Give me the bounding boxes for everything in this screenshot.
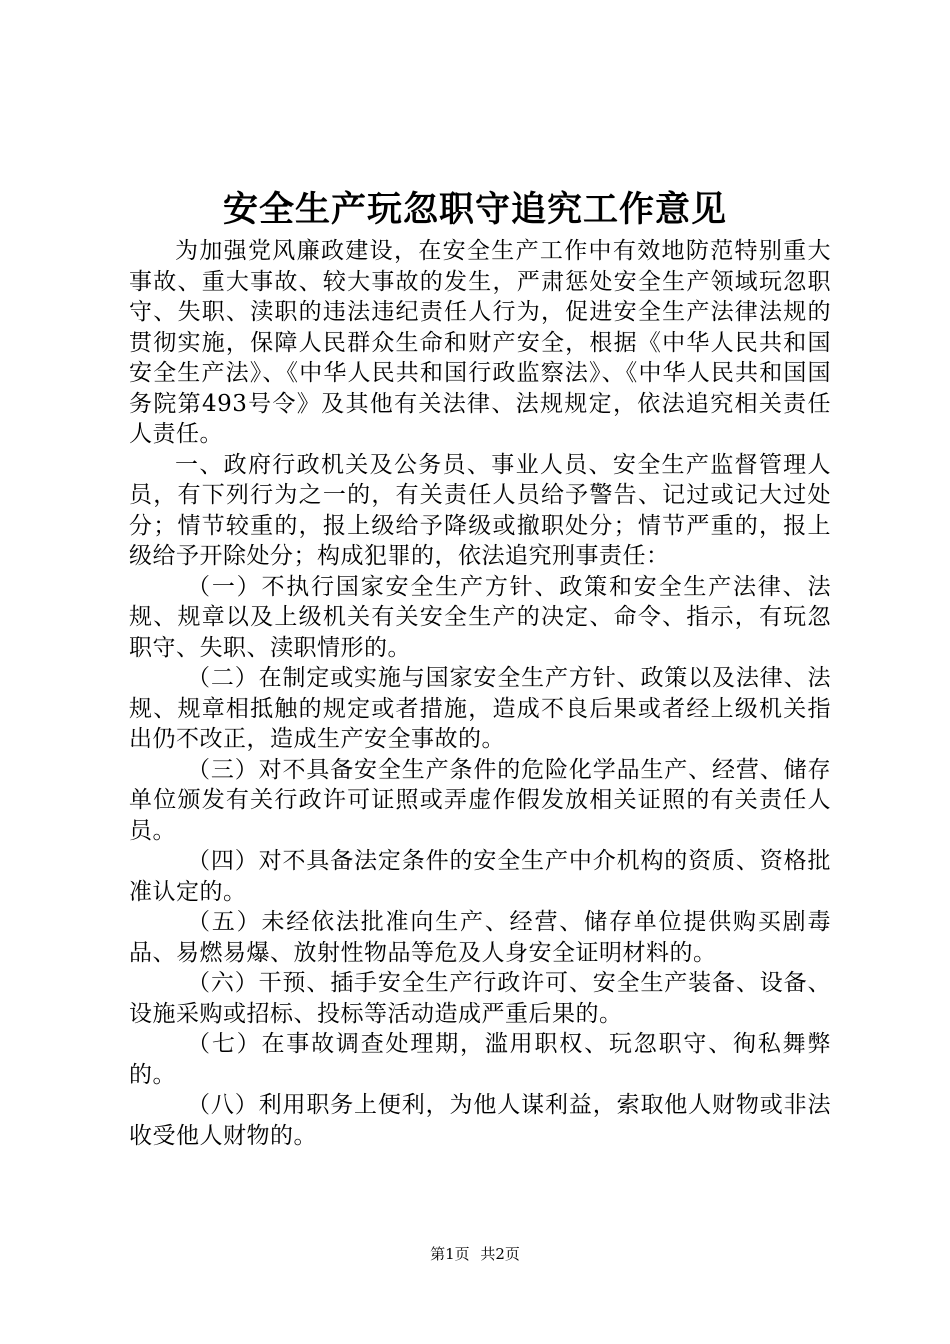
paragraph-item-8: （八）利用职务上便利，为他人谋利益，索取他人财物或非法收受他人财物的。 (129, 1092, 831, 1149)
paragraph-item-2: （二）在制定或实施与国家安全生产方针、政策以及法律、法规、规章相抵触的规定或者措施，造成不良后果或者经上级机关指出仍不改正，造成生产安全事故的。 (129, 665, 831, 752)
paragraph-item-6: （六）干预、插手安全生产行政许可、安全生产装备、设备、设施采购或招标、投标等活动造成严重后果的。 (129, 970, 831, 1027)
paragraph-section-1: 一、政府行政机关及公务员、事业人员、安全生产监督管理人员，有下列行为之一的，有关责任人员给予警告、记过或记大过处分；情节较重的，报上级给予降级或撤职处分；情节严重的，报上级给予开除处分；构成犯罪的，依法追究刑事责任： (129, 451, 831, 569)
paragraph-item-1: （一）不执行国家安全生产方针、政策和安全生产法律、法规、规章以及上级机关有关安全生产的决定、命令、指示，有玩忽职守、失职、渎职情形的。 (129, 573, 831, 661)
paragraph-item-4: （四）对不具备法定条件的安全生产中介机构的资质、资格批准认定的。 (129, 848, 831, 905)
page-number-total: 共2页 (480, 1245, 520, 1263)
paragraph-preamble: 为加强党风廉政建设，在安全生产工作中有效地防范特别重大事故、重大事故、较大事故的发生，严肃惩处安全生产领域玩忽职守、失职、渎职的违法违纪责任人行为，促进安全生产法律法规的贯彻实施，保障人民群众生命和财产安全，根据《中华人民共和国安全生产法》、《中华人民共和国行政监察法》、《中华人民共和国国务院第493号令》及其他有关法律、法规规定，依法追究相关责任人责任。 (129, 238, 831, 447)
paragraph-item-5: （五）未经依法批准向生产、经营、储存单位提供购买剧毒品、易燃易爆、放射性物品等危及人身安全证明材料的。 (129, 909, 831, 966)
page-number-current: 第1页 (430, 1245, 470, 1263)
document-body (129, 236, 831, 1151)
document-title: 安全生产玩忽职守追究工作意见 (222, 189, 727, 230)
paragraph-item-7: （七）在事故调查处理期，滥用职权、玩忽职守、徇私舞弊的。 (129, 1031, 831, 1088)
page-footer (0, 1244, 950, 1264)
paragraph-item-3: （三）对不具备安全生产条件的危险化学品生产、经营、储存单位颁发有关行政许可证照或弄虚作假发放相关证照的有关责任人员。 (129, 756, 831, 844)
